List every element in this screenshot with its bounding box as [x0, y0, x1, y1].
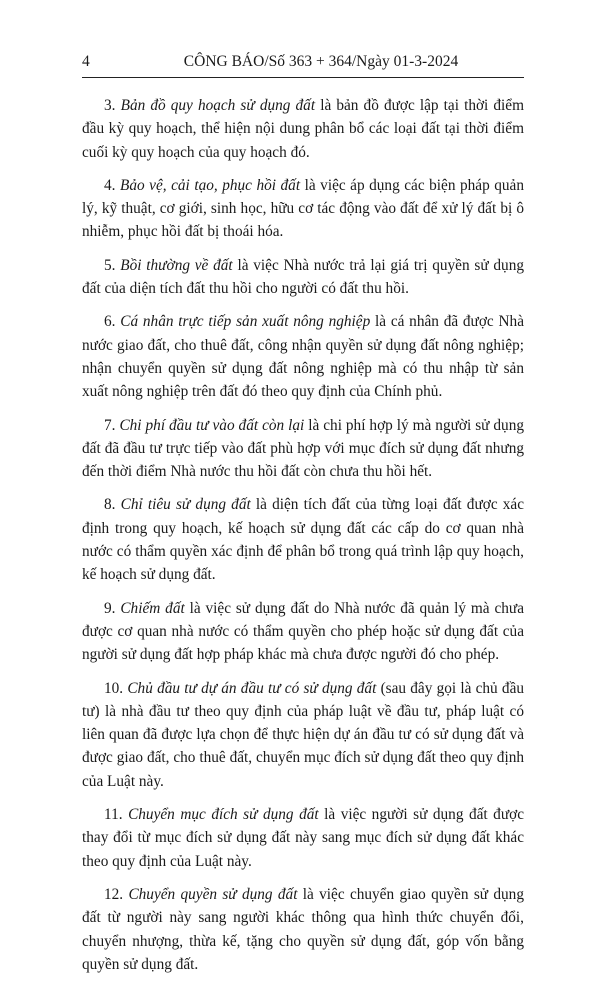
definition-number: 12.	[104, 885, 124, 903]
definition-text: là việc người sử dụng đất được thay đổi từ mục đích sử dụng đất này sang mục đích sử dụng đất khác theo quy định của Luật này.	[82, 806, 524, 870]
page-header	[82, 0, 524, 70]
defined-term: Bản đồ quy hoạch sử dụng đất	[120, 97, 316, 114]
definition-number: 11.	[104, 806, 123, 824]
definition-number: 9.	[104, 599, 116, 617]
defined-term: Bảo vệ, cải tạo, phục hồi đất	[120, 176, 301, 194]
definition-number: 5.	[104, 256, 116, 274]
definition-number: 10.	[104, 679, 124, 697]
definition-paragraph	[82, 803, 524, 873]
definition-text: là việc chuyển giao quyền sử dụng đất từ người này sang người khác thông qua hình thức chuyển đổi, chuyển nhượng, thừa kế, tặng cho quyền sử dụng đất, góp vốn bằng quyền sử dụng đất.	[82, 885, 524, 973]
definition-number: 4.	[104, 176, 116, 194]
definition-paragraph	[82, 310, 524, 403]
defined-term: Chủ đầu tư dự án đầu tư có sử dụng đất	[127, 679, 377, 697]
definition-paragraph	[82, 414, 524, 484]
page-number: 4	[82, 53, 90, 70]
definition-paragraph	[82, 94, 524, 164]
defined-term: Chi phí đầu tư vào đất còn lại	[119, 416, 305, 434]
defined-term: Chiếm đất	[120, 599, 185, 617]
definition-paragraph	[82, 883, 524, 976]
definition-number: 3.	[104, 97, 116, 114]
defined-term: Bồi thường về đất	[120, 256, 233, 274]
definition-text: là diện tích đất của từng loại đất được xác định trong quy hoạch, kế hoạch sử dụng đất các cấp do cơ quan nhà nước có thẩm quyền xác định để phân bổ trong quá trình lập quy hoạch, kế hoạch sử dụng đất.	[82, 496, 524, 584]
definition-paragraph	[82, 254, 524, 301]
definition-text: là chi phí hợp lý mà người sử dụng đất đã đầu tư trực tiếp vào đất phù hợp với mục đích sử dụng đất nhưng đến thời điểm Nhà nước thu hồi đất còn chưa thu hồi hết.	[82, 416, 524, 481]
header-rule	[82, 77, 524, 78]
definition-paragraph	[82, 597, 524, 667]
defined-term: Chuyển quyền sử dụng đất	[128, 885, 298, 903]
definition-text: là việc sử dụng đất do Nhà nước đã quản lý mà chưa được cơ quan nhà nước có thẩm quyền cho phép hoặc sử dụng đất của người sử dụng đất hợp pháp khác mà chưa được người đó cho phép.	[82, 599, 524, 664]
definition-text: là bản đồ được lập tại thời điểm đầu kỳ quy hoạch, thể hiện nội dung phân bổ các loại đất tại thời điểm cuối kỳ quy hoạch của quy hoạch đó.	[82, 97, 524, 161]
defined-term: Cá nhân trực tiếp sản xuất nông nghiệp	[120, 313, 371, 331]
definition-paragraph	[82, 493, 524, 586]
definition-number: 8.	[104, 496, 116, 514]
definition-text: là cá nhân đã được Nhà nước giao đất, cho thuê đất, công nhận quyền sử dụng đất nông nghiệp; nhận chuyển quyền sử dụng đất nông nghiệp mà có thu nhập từ sản xuất nông nghiệp trên đất đó theo quy định của Chính phủ.	[82, 313, 524, 401]
defined-term: Chỉ tiêu sử dụng đất	[120, 496, 251, 514]
gazette-title: CÔNG BÁO/Số 363 + 364/Ngày 01-3-2024	[183, 53, 459, 70]
definition-paragraph	[82, 677, 524, 793]
definition-text: (sau đây gọi là chủ đầu tư) là nhà đầu tư theo quy định của pháp luật về đầu tư, pháp luật có liên quan đã được lựa chọn để thực hiện dự án đầu tư có sử dụng đất và được giao đất, cho thuê đất, chuyển mục đích sử dụng đất theo quy định của Luật này.	[82, 679, 525, 790]
article-content	[82, 94, 524, 986]
defined-term: Chuyển mục đích sử dụng đất	[128, 806, 319, 824]
definition-number: 6.	[104, 313, 116, 331]
definition-number: 7.	[104, 416, 116, 434]
definition-text: là việc áp dụng các biện pháp quản lý, kỹ thuật, cơ giới, sinh học, hữu cơ tác động vào đất để xử lý đất bị ô nhiễm, phục hồi đất bị thoái hóa.	[82, 176, 524, 241]
definition-text: là việc Nhà nước trả lại giá trị quyền sử dụng đất của diện tích đất thu hồi cho người có đất thu hồi.	[82, 256, 525, 298]
definition-paragraph	[82, 174, 524, 244]
